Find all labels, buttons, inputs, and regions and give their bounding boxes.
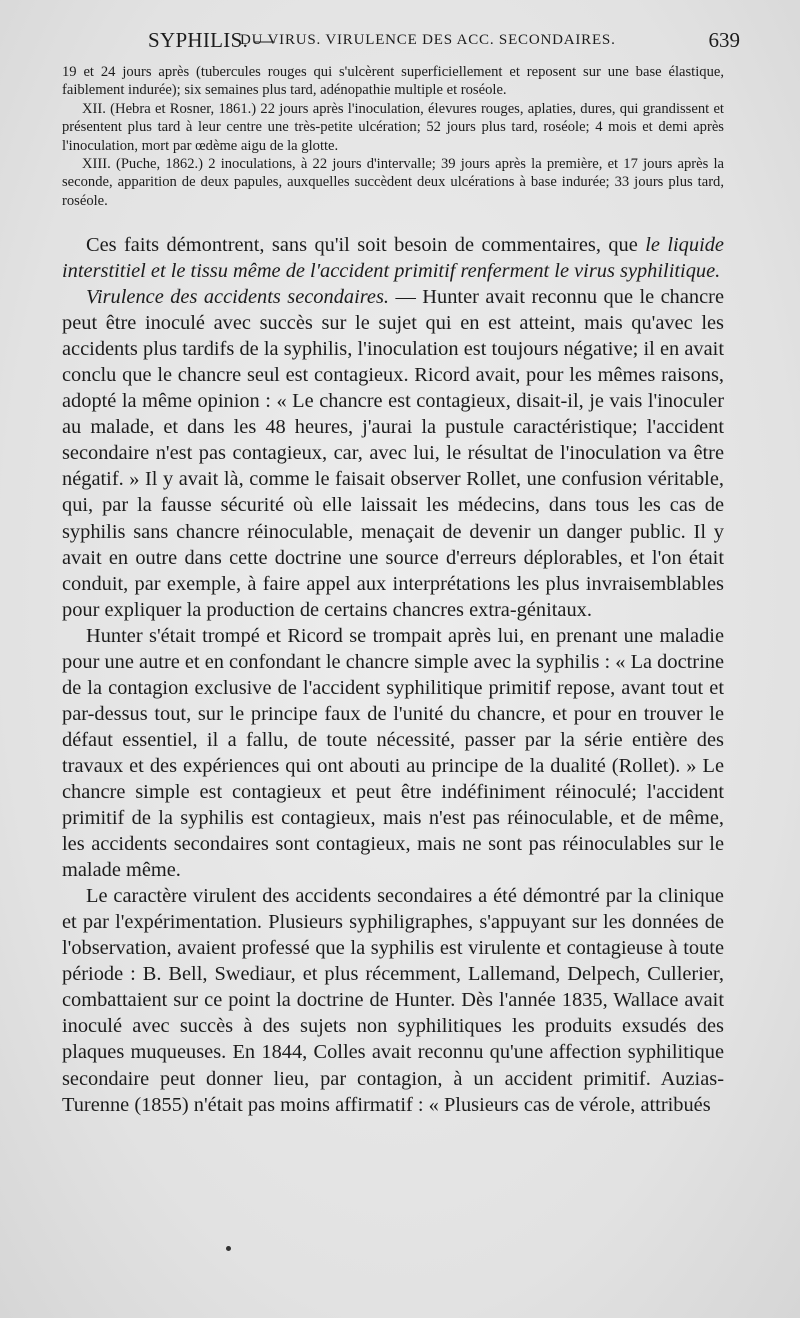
paragraph-conclusion [62,232,724,284]
header-subtitle: DU VIRUS. VIRULENCE DES ACC. SECONDAIRES. [240,32,616,48]
case-note-xii: XII. (Hebra et Rosner, 1861.) 22 jours après l'inoculation, élevures rouges, aplaties, dures, qui grandissent et présentent plus tard à leur centre une très-petite ulcération; 52 jours plus tard, roséole; 4 mois et demi après l'inoculation, mort par œdème aigu de la glotte. [62,100,724,154]
paragraph-hunter-ricord: Hunter s'était trompé et Ricord se trompait après lui, en prenant une maladie pour une autre et en confondant le chancre simple avec la syphilis : « La doctrine de la contagion exclusive de l'accident syphilitique primitif repose, avant tout et par-dessus tout, sur le principe faux de l'unité du chancre, et pour en trouver le défaut essentiel, il a fallu, de toute nécessité, passer par la série entière des travaux et des expériences qui ont abouti au principe de la dualité (Rollet). » Le chancre simple est contagieux et peut être indéfiniment réinoculé; l'accident primitif de la syphilis est contagieux, mais n'est pas réinoculable, et de même, les accidents secondaires sont contagieux, mais ne sont pas réinoculables sur le malade même. [62,624,724,882]
paragraph-secondary-virulence [62,284,724,623]
header-title: SYPHILIS. — [148,28,275,52]
page-number: 639 [708,28,740,52]
running-header [62,28,740,58]
conclusion-lead: Ces faits démontrent, sans qu'il soit besoin de commentaires, que [86,234,646,256]
section-heading: Virulence des accidents secondaires. [86,286,390,309]
conclusion-emphasis: le liquide interstitiel et le tissu même de l'accident primitif renferment le virus syphilitique. [62,234,724,283]
section-text: — Hunter avait reconnu que le chancre peut être inoculé avec succès sur le sujet qui en est atteint, mais qu'avec les accidents plus tardifs de la syphilis, l'inoculation est toujours négative; il en avait conclu que le chancre seul est contagieux. Ricord avait, pour les mêmes raisons, adopté la même opinion : « Le chancre est contagieux, disait-il, je vais l'inoculer au malade, et dans les 48 heures, j'aurai la pustule caractéristique; l'accident secondaire n'est pas contagieux, car, avec lui, le résultat de l'inoculation va être négatif. » Il y avait là, comme le faisait observer Rollet, une confusion véritable, qui, par la fausse sécurité où elle laissait les médecins, dans tous les cas de syphilis sans chancre réinoculable, menaçait de devenir un danger public. Il y avait en outre dans cette doctrine une source d'erreurs déplorables, et l'on était conduit, par exemple, à faire appel aux interprétations les plus invraisemblables pour expliquer la production de certains chancres extra-génitaux. [62,286,724,621]
paragraph-clinical-evidence: Le caractère virulent des accidents secondaires a été démontré par la clinique et par l'expérimentation. Plusieurs syphiligraphes, s'appuyant sur les données de l'observation, avaient professé que la syphilis est virulente et contagieuse à toute période : B. Bell, Swediaur, et plus récemment, Lallemand, Delpech, Cullerier, combattaient sur ce point la doctrine de Hunter. Dès l'année 1835, Wallace avait inoculé avec succès à des sujets non syphilitiques les produits exsudés des plaques muqueuses. En 1844, Colles avait reconnu qu'une affection syphilitique secondaire peut donner lieu, par contagion, à un accident primitif. Auzias-Turenne (1855) n'était pas moins affirmatif : « Plusieurs cas de vérole, attribués [62,885,724,1116]
case-note-xiii: XIII. (Puche, 1862.) 2 inoculations, à 22 jours d'intervalle; 39 jours après la première, et 17 jours après la seconde, apparition de deux papules, auxquelles succèdent deux ulcérations à base indurée; 33 jours plus tard, roséole. [62,156,724,209]
case-note-continued: 19 et 24 jours après (tubercules rouges qui s'ulcèrent superficiellement et reposent sur une base élastique, faiblement indurée); six semaines plus tard, adénopathie multiple et roséole. [62,64,724,99]
ink-speck [226,1246,231,1251]
case-notes [62,63,724,210]
main-text [62,232,724,1118]
